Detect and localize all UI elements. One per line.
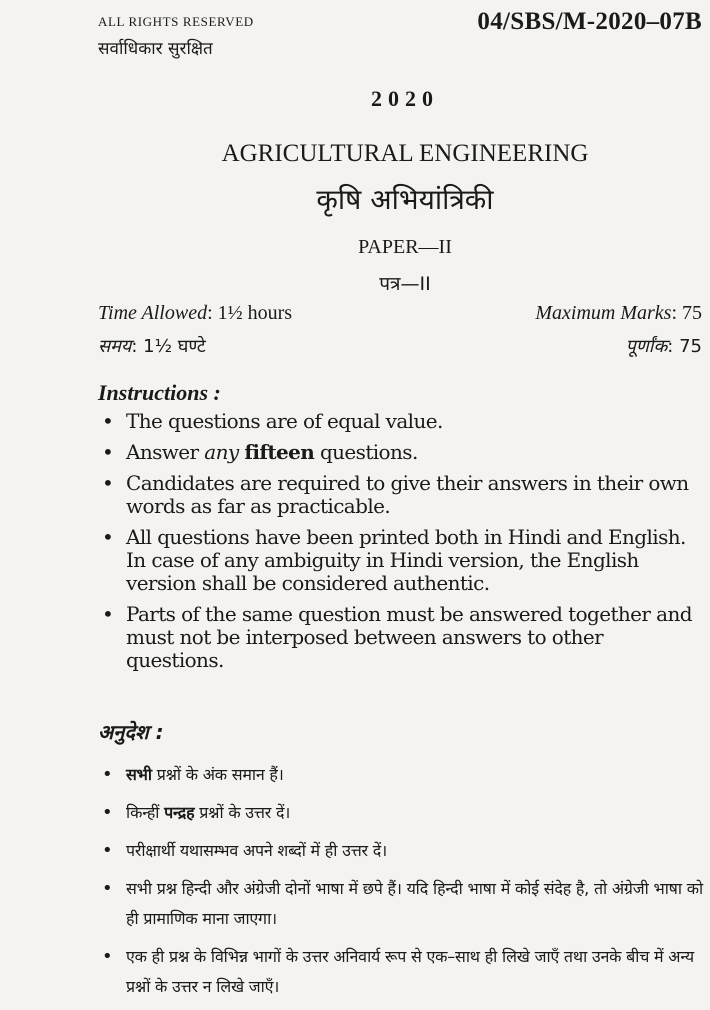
list-item: • All questions have been printed both in Hindi and English. In case of any ambiguity in Hindi version, the English version shall be considered authentic. <box>98 526 704 595</box>
instructions-heading-en: Instructions : <box>98 380 221 405</box>
subject-title-en: AGRICULTURAL ENGINEERING <box>221 140 589 167</box>
marks-value-en: : 75 <box>671 302 702 324</box>
maximum-marks-hi <box>626 334 702 358</box>
time-label-en: Time Allowed <box>98 302 208 324</box>
meta-row-hi <box>98 334 702 358</box>
marks-label-hi: पूर्णांक <box>625 336 668 357</box>
paper-code: 04/SBS/M-2020–07B <box>477 8 702 35</box>
paper-number-hi: पत्र—II <box>379 273 431 295</box>
rights-reserved-en: ALL RIGHTS RESERVED <box>98 14 254 29</box>
item-bold: सभी <box>126 765 152 784</box>
maximum-marks-en <box>535 302 702 325</box>
marks-value-hi: : 75 <box>667 336 702 357</box>
list-item: • परीक्षार्थी यथासम्भव अपने शब्दों में ही उत्तर दें। <box>98 836 704 866</box>
item-emphasis: any <box>204 440 239 464</box>
list-item: • Candidates are required to give their answers in their own words as far as practicable. <box>98 472 704 518</box>
item-text: questions. <box>314 440 418 464</box>
list-item <box>98 760 704 790</box>
list-item: • एक ही प्रश्न के विभिन्न भागों के उत्तर अनिवार्य रूप से एक–साथ ही लिखे जाएँ तथा उनके बीच में अन्य प्रश्नों के उत्तर न लिखे जाएँ। <box>98 942 704 1002</box>
time-allowed-en <box>98 302 292 325</box>
instructions-list-en <box>98 410 704 680</box>
meta-row-en <box>98 302 702 325</box>
time-value-hi: : 1½ घण्टे <box>131 336 206 357</box>
list-item: • The questions are of equal value. <box>98 410 704 433</box>
item-bold: पन्द्रह <box>164 803 195 822</box>
item-text: प्रश्नों के अंक समान हैं। <box>151 765 284 784</box>
instructions-list-hi <box>98 760 704 1010</box>
list-item <box>98 441 704 464</box>
item-text: Answer <box>126 440 205 464</box>
rights-reserved-hi: सर्वाधिकार सुरक्षित <box>98 39 213 59</box>
rights-block <box>98 14 254 59</box>
time-allowed-hi <box>98 334 206 358</box>
item-text: प्रश्नों के उत्तर दें। <box>194 803 291 822</box>
item-text: किन्हीं <box>126 803 165 822</box>
subject-title-hi: कृषि अभियांत्रिकी <box>316 183 494 216</box>
instructions-heading-hi: अनुदेश : <box>98 720 164 744</box>
list-item <box>98 798 704 828</box>
list-item: • Parts of the same question must be answered together and must not be interposed between answers to other questions. <box>98 603 704 672</box>
time-label-hi: समय <box>98 336 132 357</box>
marks-label-en: Maximum Marks <box>535 302 672 324</box>
item-bold: fifteen <box>244 440 315 464</box>
exam-year: 2020 <box>371 86 439 111</box>
list-item: • सभी प्रश्न हिन्दी और अंग्रेजी दोनों भाषा में छपे हैं। यदि हिन्दी भाषा में कोई संदेह है, तो अंग्रेजी भाषा को ही प्रामाणिक माना जाएगा। <box>98 874 704 934</box>
time-value-en: : 1½ hours <box>207 302 293 324</box>
paper-number-en: PAPER—II <box>358 236 452 258</box>
